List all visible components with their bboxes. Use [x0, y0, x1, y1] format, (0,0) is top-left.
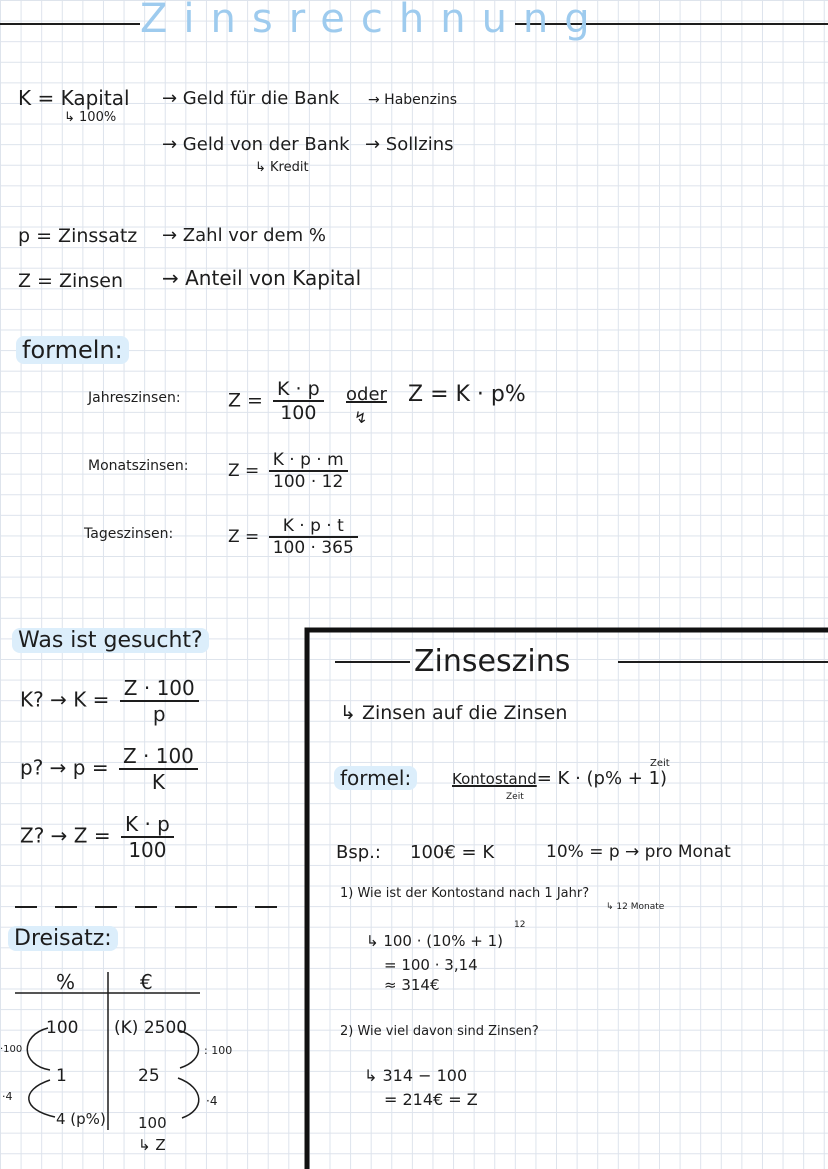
monats-den: 100 · 12 [273, 472, 344, 492]
zz-formel [452, 768, 667, 789]
zz-formel-rhs: = K · (p% + 1) [536, 768, 668, 789]
monats-num: K · p · m [269, 450, 348, 472]
def-p-text: → Zahl vor dem % [162, 225, 326, 246]
zinseszins-subtitle: ↳ Zinsen auf die Zinsen [340, 702, 568, 724]
gesucht-z-fraction [121, 812, 174, 862]
def-k-sub: ↳ 100% [64, 110, 117, 125]
zz-formel-exp: Zeit [650, 758, 670, 769]
zz-answer-1-line-3: ≈ 314€ [384, 976, 440, 994]
zz-answer-2-line-2: = 214€ = Z [384, 1090, 478, 1109]
gesucht-k [20, 676, 203, 726]
gesucht-heading: Was ist gesucht? [12, 628, 209, 653]
gesucht-k-q: K? → K = [20, 687, 110, 712]
zz-formel-lhs: Kontostand [452, 770, 537, 788]
jahreszinsen-label: Jahreszinsen: [88, 390, 181, 406]
tages-fraction [269, 516, 358, 558]
def-arrow2: → Geld von der Bank [162, 134, 350, 155]
monatszinsen-label: Monatszinsen: [88, 458, 189, 474]
def-arrow2-sub: ↳ Kredit [255, 160, 309, 175]
gesucht-p-den: K [151, 770, 165, 794]
formeln-heading: formeln: [16, 336, 129, 364]
monats-lhs: Z = [228, 461, 260, 481]
def-arrow1-result: → Habenzins [368, 92, 458, 108]
zz-question-2: 2) Wie viel davon sind Zinsen? [340, 1024, 539, 1039]
zz-formel-lhs-sub: Zeit [506, 792, 524, 802]
zz-question-1-sub: ↳ 12 Monate [606, 902, 665, 912]
zz-bsp-p: 10% = p → pro Monat [546, 842, 731, 862]
gesucht-z [20, 812, 178, 862]
gesucht-p-num: Z · 100 [119, 744, 198, 770]
zz-question-1: 1) Wie ist der Kontostand nach 1 Jahr? [340, 886, 590, 901]
dreisatz-left-op1: ·100 [0, 1044, 23, 1055]
zz-bsp-k: 100€ = K [410, 842, 495, 863]
dreisatz-left-op2: ·4 [2, 1090, 13, 1103]
jahres-lhs: Z = [228, 389, 263, 412]
dreisatz-row-2-right: 25 [138, 1066, 160, 1086]
gesucht-k-den: p [152, 702, 166, 726]
jahres-num: K · p [273, 378, 324, 402]
gesucht-p-q: p? → p = [20, 755, 109, 780]
dreisatz-right-op2: ·4 [206, 1094, 218, 1108]
gesucht-z-num: K · p [121, 812, 174, 838]
zz-bsp-label: Bsp.: [336, 842, 381, 863]
jahreszinsen-formula [228, 378, 328, 424]
gesucht-k-num: Z · 100 [120, 676, 199, 702]
def-k: K = Kapital [18, 86, 130, 110]
zz-answer-1-line-1: ↳ 100 · (10% + 1) [366, 932, 503, 950]
jahres-alt: Z = K · p% [408, 382, 526, 407]
dreisatz-right-op1: : 100 [204, 1044, 233, 1057]
dreisatz-heading: Dreisatz: [8, 926, 118, 951]
monats-fraction [269, 450, 348, 492]
gesucht-p [20, 744, 202, 794]
dreisatz-row-3-right: 100 [138, 1114, 167, 1132]
zz-answer-1-line-2: = 100 · 3,14 [384, 956, 478, 974]
page-title: Zinsrechnung [140, 0, 606, 42]
jahres-den: 100 [280, 402, 317, 424]
def-arrow1: → Geld für die Bank [162, 88, 340, 109]
tages-den: 100 · 365 [272, 538, 354, 558]
def-p: p = Zinssatz [18, 225, 138, 247]
zinseszins-heading: Zinseszins [414, 644, 571, 679]
dreisatz-col-euro: € [140, 970, 153, 994]
oder-arrow: ↯ [354, 408, 368, 427]
zz-formel-label: formel: [334, 766, 417, 790]
bracket-right-2 [178, 1078, 199, 1118]
gesucht-p-fraction [119, 744, 198, 794]
dreisatz-row-3-left: 4 (p%) [56, 1110, 106, 1128]
zz-answer-2-line-1: ↳ 314 − 100 [364, 1066, 468, 1085]
bracket-left-2 [29, 1080, 55, 1117]
dreisatz-row-2-left: 1 [56, 1066, 67, 1086]
gesucht-k-fraction [120, 676, 199, 726]
tages-num: K · p · t [269, 516, 358, 538]
oder-text: oder [346, 384, 387, 405]
monatszinsen-formula [228, 450, 352, 492]
dreisatz-right-sub: ↳ Z [138, 1136, 166, 1154]
dreisatz-row-1-right: (K) 2500 [114, 1018, 188, 1038]
gesucht-z-den: 100 [128, 838, 167, 862]
def-z: Z = Zinsen [18, 270, 123, 292]
tageszinsen-formula [228, 516, 362, 558]
tageszinsen-label: Tageszinsen: [84, 526, 174, 542]
gesucht-z-q: Z? → Z = [20, 823, 111, 848]
dreisatz-col-percent: % [56, 970, 76, 994]
def-z-text: → Anteil von Kapital [162, 266, 362, 290]
zz-answer-1-exp: 12 [514, 920, 526, 930]
jahres-fraction [273, 378, 324, 424]
tages-lhs: Z = [228, 527, 260, 547]
def-arrow2-result: → Sollzins [365, 134, 454, 155]
dreisatz-row-1-left: 100 [46, 1018, 79, 1038]
